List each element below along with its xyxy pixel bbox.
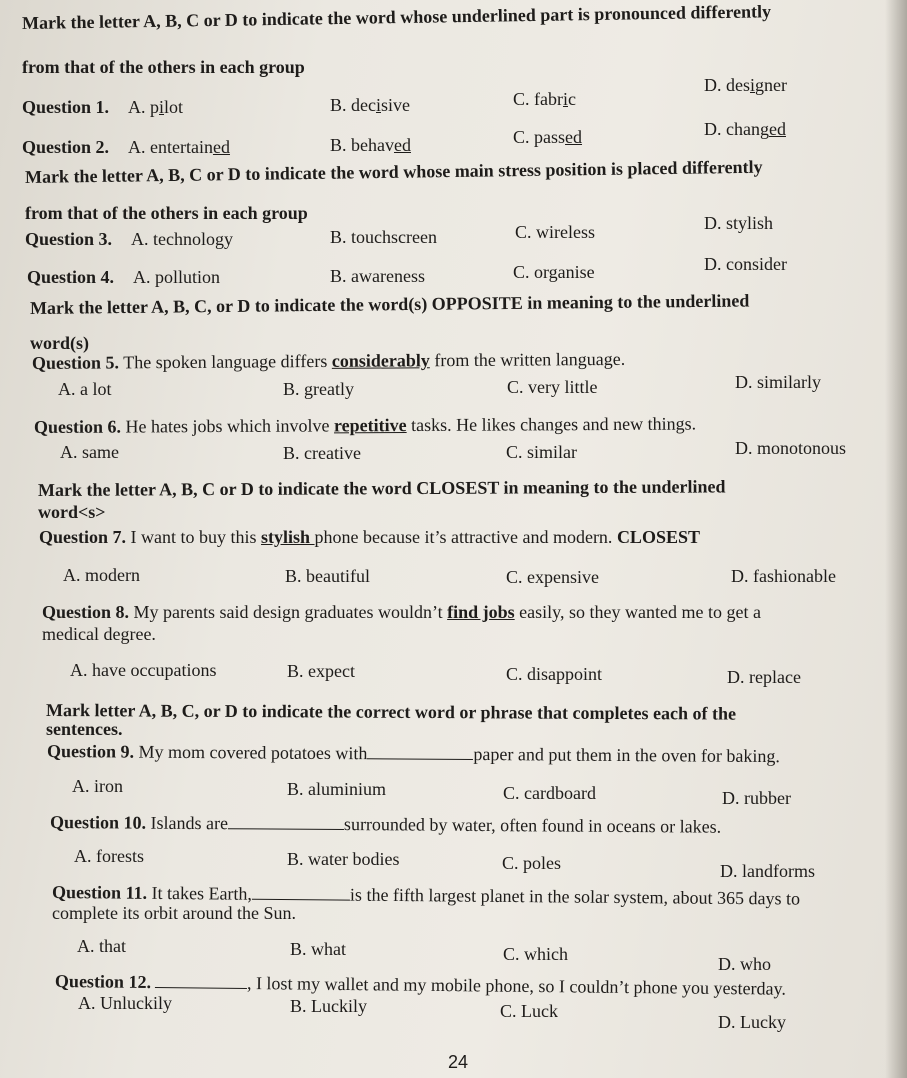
question-4 [27,266,114,288]
q10-pre: Islands are [145,812,229,834]
q8-pre: My parents said design graduates wouldn’t [129,602,448,622]
q1-option-b [330,94,410,116]
q3-option-b: B. touchscreen [330,227,437,247]
q12-option-d: D. Lucky [718,1012,786,1032]
q8-label: Question 8. [42,602,130,622]
q6-option-a: A. same [60,442,119,462]
q2-d-underlined: ed [768,119,786,139]
q12-option-a: A. Unluckily [78,993,172,1013]
q8-option-a: A. have occupations [70,660,217,680]
q5-option-d: D. similarly [735,372,821,392]
q9-label: Question 9. [46,741,135,762]
question-10 [50,811,721,838]
q7-option-c: C. expensive [506,567,599,587]
q5-label: Question 5. [31,352,120,373]
q4-label: Question 4. [27,267,115,287]
question-3 [25,228,112,250]
q1-d-underlined: i [750,75,756,95]
q11-option-b: B. what [290,939,346,959]
q1-b-post: sive [381,95,410,115]
q1-c-underlined: i [562,89,568,109]
q2-a-underlined: ed [212,137,230,157]
q12-post: , I lost my wallet and my mobile phone, so I couldn’t phone you yesterday. [246,973,786,999]
q7-option-d: D. fashionable [731,566,836,586]
q9-pre: My mom covered potatoes with [133,741,368,764]
q8-option-d: D. replace [727,667,801,687]
q3-option-d: D. stylish [704,213,774,233]
q2-a-pre: A. entertain [128,137,213,157]
q4-option-c: C. organise [513,262,595,282]
q3-option-c: C. wireless [515,222,595,242]
q2-b-underlined: ed [393,135,411,155]
question-11-line-2: complete its orbit around the Sun. [52,903,296,923]
q3-option-a: A. technology [131,229,233,249]
q7-post: phone because it’s attractive and modern. [314,527,617,547]
q5-option-b: B. greatly [283,379,354,399]
q1-b-underlined: i [375,95,381,115]
q7-option-b: B. beautiful [285,566,370,586]
section-5-subtitle: sentences. [46,719,123,739]
section-1-title [22,0,771,34]
section-3-title: Mark the letter A, B, C, or D to indicate the word(s) OPPOSITE in meaning to the underlined [29,290,750,318]
q7-option-a: A. modern [63,565,140,585]
q11-blank-input[interactable] [252,885,350,901]
q8-post: easily, so they wanted me to get a [514,602,761,622]
q10-option-d: D. landforms [720,861,815,881]
q11-pre: It takes Earth, [146,882,253,904]
q1-a-underlined: i [159,97,165,117]
q6-pre: He hates jobs which involve [120,415,335,437]
q10-option-a: A. forests [74,846,144,866]
q1-a-pre: A. p [128,97,159,117]
section-5-title: Mark letter A, B, C, or D to indicate the correct word or phrase that completes each of the [45,700,737,724]
q1-d-post: gner [755,75,787,95]
q10-label: Question 10. [49,812,147,833]
q11-option-a: A. that [77,936,126,956]
q2-d-pre: D. chang [704,119,769,139]
page-number: 24 [448,1052,469,1072]
q6-option-c: C. similar [506,442,577,462]
q10-post: surrounded by water, often found in oceans or lakes. [343,814,722,837]
q2-c-pre: C. pass [513,127,566,147]
q12-option-c: C. Luck [500,1001,558,1021]
q1-c-post: c [568,89,576,109]
q12-blank-input[interactable] [155,973,247,989]
q8-underlined: find jobs [447,602,515,622]
q2-c-underlined: ed [565,127,583,147]
section-2-subtitle: from that of the others in each group [25,203,308,223]
q1-a-post: lot [164,97,184,117]
q6-post: tasks. He likes changes and new things. [406,413,697,436]
question-8 [42,601,761,623]
q2-option-b [330,134,411,156]
section-1-subtitle: from that of the others in each group [22,57,305,77]
section-2-title: Mark the letter A, B, C or D to indicate the word whose main stress position is placed differently [24,156,763,187]
q1-d-pre: D. des [704,75,750,95]
question-7 [39,526,700,548]
q9-blank-input[interactable] [367,744,473,760]
q11-option-d: D. who [718,954,771,974]
q5-underlined: considerably [331,350,430,371]
q6-option-b: B. creative [283,443,361,463]
question-2 [22,136,109,158]
q9-option-b: B. aluminium [287,779,386,799]
q8-option-b: B. expect [287,661,355,681]
q9-option-d: D. rubber [722,788,791,808]
q2-label: Question 2. [22,137,110,157]
q5-option-a: A. a lot [58,379,112,399]
question-9 [47,740,780,767]
q5-pre: The spoken language differs [118,350,332,373]
q9-option-a: A. iron [72,776,123,796]
question-6 [34,413,696,438]
q4-option-d: D. consider [704,254,787,274]
q12-option-b: B. Luckily [290,996,367,1016]
q1-option-c [513,88,576,110]
page-edge-shadow [885,0,907,1078]
q3-label: Question 3. [25,229,113,249]
q2-option-a [128,136,230,158]
q7-label: Question 7. [39,527,127,547]
q10-option-b: B. water bodies [287,849,400,869]
q1-b-pre: B. dec [330,95,376,115]
q7-underlined: stylish [261,527,315,547]
question-5 [32,348,625,374]
q1-option-a [128,96,183,118]
q5-option-c: C. very little [507,377,598,397]
q1-c-pre: C. fabr [513,89,563,109]
question-8-line-2: medical degree. [42,624,156,644]
q1-label: Question 1. [22,97,110,117]
q5-post: from the written language. [429,348,626,371]
q11-post: is the fifth largest planet in the solar system, about 365 days to [349,884,801,909]
section-1-title-line1: Mark the letter A, B, C or D to indicate the word whose underlined part is pronounced differently [21,1,772,33]
q12-label: Question 12. [54,971,152,993]
q2-b-pre: B. behav [330,135,394,155]
q8-option-c: C. disappoint [506,664,603,684]
q9-post: paper and put them in the oven for baking. [473,743,780,767]
q6-underlined: repetitive [333,415,407,436]
q4-option-a: A. pollution [133,267,221,287]
section-3-subtitle: word(s) [30,333,89,353]
q7-closest-tag: CLOSEST [616,527,700,547]
q10-blank-input[interactable] [228,814,344,830]
q4-option-b: B. awareness [330,266,425,286]
section-4-subtitle: word<s> [38,502,106,522]
q1-option-d [704,74,787,96]
section-4-title: Mark the letter A, B, C or D to indicate the word CLOSEST in meaning to the underlined [37,476,726,500]
q2-option-c [513,126,582,148]
q2-option-d [704,118,786,140]
q6-label: Question 6. [33,416,122,437]
q11-label: Question 11. [51,882,148,903]
q11-option-c: C. which [503,944,568,964]
q9-option-c: C. cardboard [503,783,596,803]
q6-option-d: D. monotonous [735,438,847,458]
q10-option-c: C. poles [502,853,562,873]
question-1 [22,96,109,118]
q7-pre: I want to buy this [126,527,262,547]
